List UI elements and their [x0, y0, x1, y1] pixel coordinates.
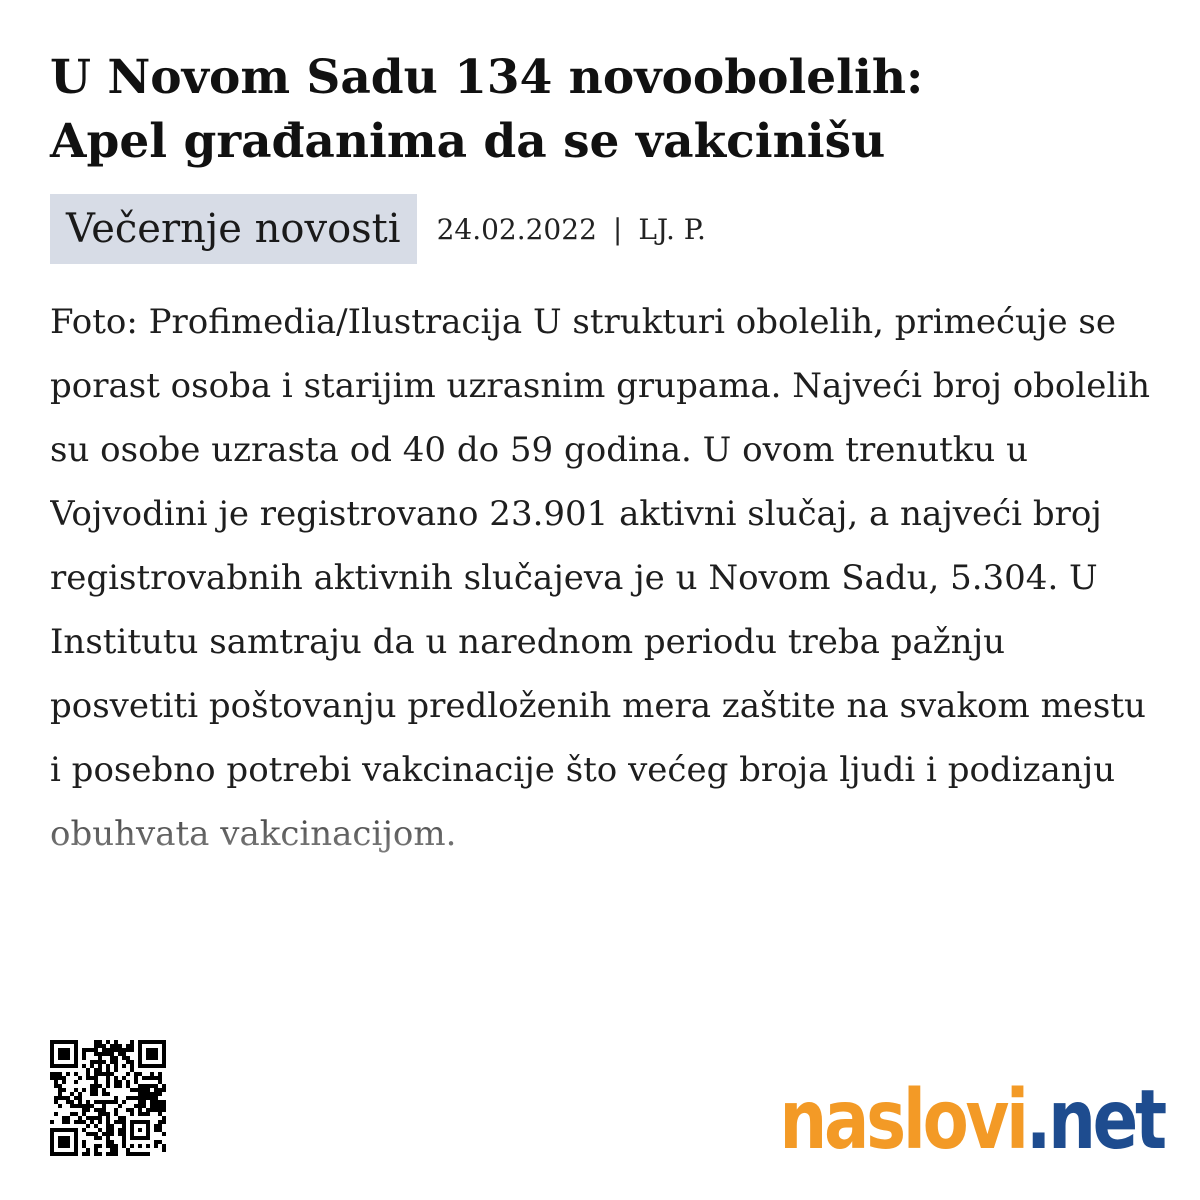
- source-badge[interactable]: Večernje novosti: [50, 194, 417, 264]
- article-body: [50, 290, 1160, 866]
- headline-line-2: Apel građanima da se vakcinišu: [50, 114, 886, 169]
- logo-part-naslovi: naslovi: [779, 1073, 1026, 1168]
- article-body-text: Foto: Profimedia/Ilustracija U strukturi obolelih, primećuje se porast osoba i starijim uzrasnim grupama. Najveći broj obolelih su osobe uzrasta od 40 do 59 godina. U ovom trenutku u Vojvodini je registrovano 23.901 aktivni slučaj, a najveći broj registrovabnih aktivnih slučajeva je u Novom Sadu, 5.304. U Institutu samtraju da u narednom periodu treba pažnju posvetiti poštovanju predloženih mera zaštite na svakom mestu i posebno potrebi vakcinacije što većeg broja ljudi i podizanju obuhvata vakcinacijom.: [50, 290, 1160, 866]
- date-author-line: [437, 194, 706, 246]
- headline-line-1: U Novom Sadu 134 novoobolelih:: [50, 50, 924, 105]
- meta-separator: |: [612, 213, 623, 246]
- logo-part-net: .net: [1025, 1073, 1164, 1168]
- publish-date: 24.02.2022: [436, 213, 597, 246]
- author: LJ. P.: [638, 213, 706, 246]
- article-meta: [50, 194, 1150, 264]
- naslovi-logo: [780, 1066, 1164, 1166]
- article-headline: [50, 46, 1150, 174]
- qr-code-icon: [50, 1040, 166, 1156]
